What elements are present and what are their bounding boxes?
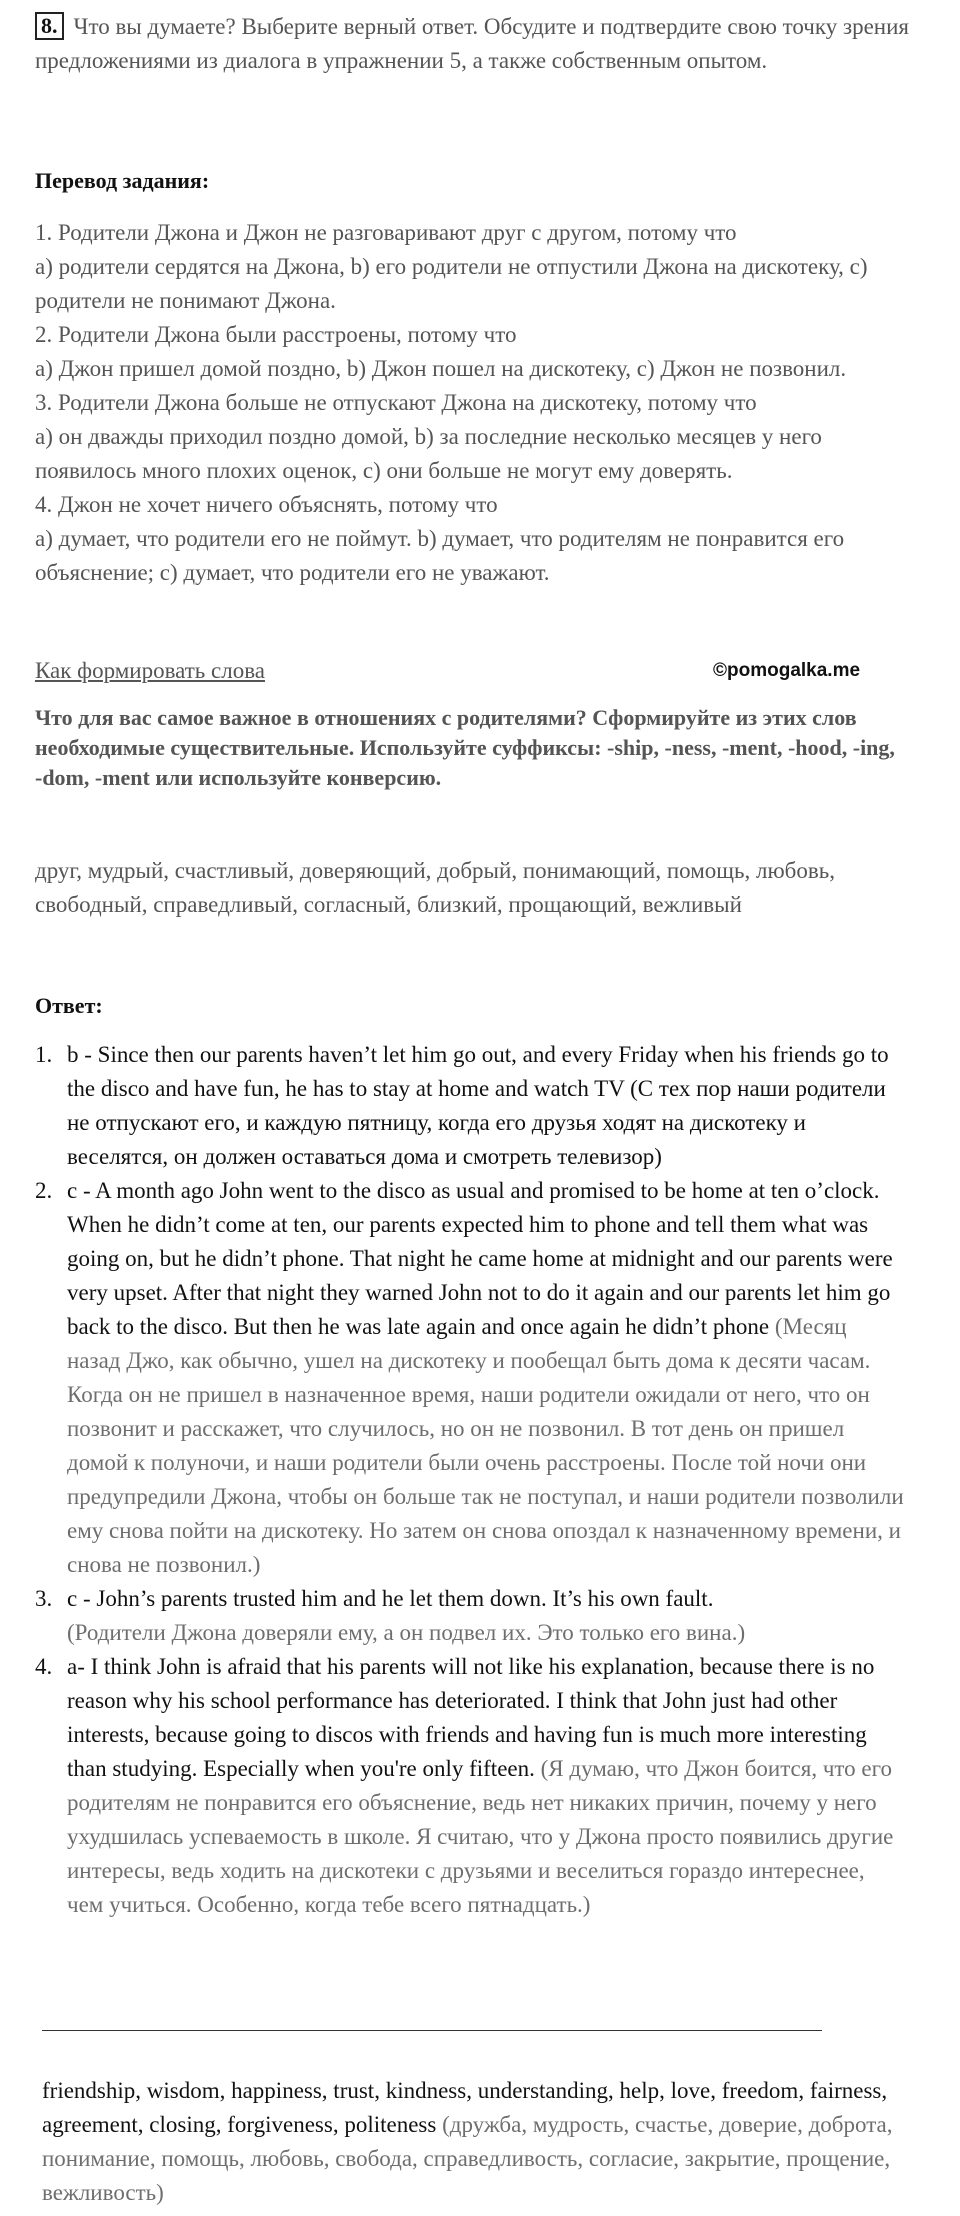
answer-english: a- I think John is afraid that his parents will not like his explanation, because there is no reason why his school performance has deteriorated. I think that John just had other interests, because going to discos with friends and having fun is much more interesting than studying. Especially when you're only fifteen.: [67, 1654, 875, 1781]
how-to-form-words-link[interactable]: Как формировать слова: [35, 658, 265, 683]
answer-english: b - Since then our parents haven’t let him go out, and every Friday when his friends go to the disco and have fun, he has to stay at home and watch TV (С тех пор наши родители не отпускают его, и каждую пятницу, когда его друзья ходят на дискотеку и веселятся, он должен оставаться дома и смотреть телевизор): [67, 1042, 889, 1169]
answer-number: 3.: [35, 1586, 53, 1611]
answer-list: [35, 1038, 905, 1922]
task-text: Что вы думаете? Выберите верный ответ. Обсудите и подтвердите свою точку зрения предложениями из диалога в упражнении 5, а также собственным опытом.: [35, 14, 909, 73]
translation-line: a) Джон пришел домой поздно, b) Джон пошел на дискотеку, c) Джон не позвонил.: [35, 356, 847, 381]
answer-number: 4.: [35, 1654, 53, 1679]
answer-english: c - A month ago John went to the disco as usual and promised to be home at ten o’clock. When he didn’t come at ten, our parents expected him to phone and tell them what was going on, but he didn’t phone. That night he came home at midnight and our parents were very upset. After that night they warned John not to do it again and our parents let him go back to the disco. But then he was late again and once again he didn’t phone: [67, 1178, 893, 1339]
answer-title: Ответ:: [35, 993, 103, 1018]
translation-title: Перевод задания:: [35, 168, 210, 193]
word-formation-question: Что для вас самое важное в отношениях с родителями? Сформируйте из этих слов необходимые существительные. Используйте суффиксы: -ship, -ness, -ment, -hood, -ing, -dom, -ment или используйте конверсию.: [35, 705, 895, 790]
task-header: [35, 10, 915, 78]
final-russian: (дружба, мудрость, счастье, доверие, доброта, понимание, помощь, любовь, свобода, справедливость, согласие, закрытие, прощение, вежливость): [42, 2112, 893, 2205]
answer-item: [35, 1174, 905, 1582]
translation-line: a) родители сердятся на Джона, b) его родители не отпустили Джона на дискотеку, c) родители не понимают Джона.: [35, 254, 868, 313]
answer-number: 1.: [35, 1042, 53, 1067]
final-answer: [42, 2074, 912, 2210]
answer-item: [35, 1582, 905, 1650]
answer-english: c - John’s parents trusted him and he let them down. It’s his own fault.: [67, 1586, 714, 1611]
translation-line: 2. Родители Джона были расстроены, потому что: [35, 322, 517, 347]
answer-item: [35, 1038, 905, 1174]
translation-line: 3. Родители Джона больше не отпускают Джона на дискотеку, потому что: [35, 390, 757, 415]
answer-russian: (Я думаю, что Джон боится, что его родителям не понравится его объяснение, ведь нет никаких причин, почему у него ухудшилась успеваемость в школе. Я считаю, что у Джона просто появились другие интересы, ведь ходить на дискотеки с друзьями и веселиться гораздо интереснее, чем учиться. Особенно, когда тебе всего пятнадцать.): [67, 1756, 894, 1917]
watermark: ©pomogalka.me: [713, 660, 861, 681]
translation-line: 1. Родители Джона и Джон не разговаривают друг с другом, потому что: [35, 220, 737, 245]
divider: [42, 2030, 822, 2031]
answer-item: [35, 1650, 905, 1922]
translation-line: 4. Джон не хочет ничего объяснять, потому что: [35, 492, 498, 517]
translation-line: a) он дважды приходил поздно домой, b) за последние несколько месяцев у него появилось много плохих оценок, c) они больше не могут ему доверять.: [35, 424, 822, 483]
translation-line: a) думает, что родители его не поймут. b) думает, что родителям не понравится его объяснение; c) думает, что родители его не уважают.: [35, 526, 845, 585]
answer-russian: (Родители Джона доверяли ему, а он подвел их. Это только его вина.): [67, 1620, 746, 1645]
task-number-box: 8.: [35, 12, 64, 40]
word-formation-header: [35, 658, 895, 684]
answer-russian: (Месяц назад Джо, как обычно, ушел на дискотеку и пообещал быть дома к десяти часам. Когда он не пришел в назначенное время, наши родители ожидали от него, что он позвонит и расскажет, что случилось, но он не позвонил. В тот день он пришел домой к полуночи, и наши родители были очень расстроены. После той ночи они предупредили Джона, чтобы он больше так не поступал, и наши родители позволили ему снова пойти на дискотеку. Но затем он снова опоздал к назначенному времени, и снова не позвонил.): [67, 1314, 904, 1577]
translation-block: [35, 216, 915, 590]
answer-number: 2.: [35, 1178, 53, 1203]
final-english: friendship, wisdom, happiness, trust, kindness, understanding, help, love, freedom, fairness, agreement, closing, forgiveness, politeness: [42, 2078, 888, 2137]
word-list: друг, мудрый, счастливый, доверяющий, добрый, понимающий, помощь, любовь, свободный, справедливый, согласный, близкий, прощающий, вежливый: [35, 858, 835, 917]
